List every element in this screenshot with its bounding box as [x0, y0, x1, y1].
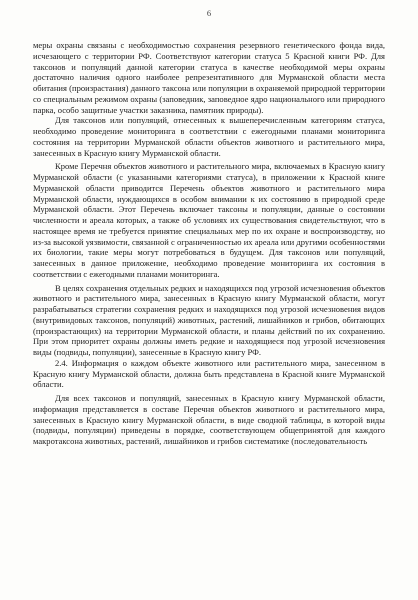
paragraph: 2.4. Информация о каждом объекте животного или растительного мира, занесенном в Красную книгу Мурманской области, должна быть представлена в Красной книге Мурманской области.	[33, 357, 385, 390]
paragraph: В целях сохранения отдельных редких и находящихся под угрозой исчезновения объектов животного и растительного мира, занесенных в Красную книгу Мурманской области, могут разрабатываться стратегии сохранения редких и находящихся под угрозой исчезновения видов (внутривидовых таксонов, популяций) животных, растений, лишайников и грибов, обитающих (произрастающих) на территории Мурманской области, и планы действий по их сохранению. При этом приоритет охраны должны иметь редкие и находящиеся под угрозой исчезновения виды (подвиды, популяции), занесенные в Красную книгу РФ.	[33, 282, 385, 357]
page-number: 6	[206, 8, 212, 18]
paragraph: меры охраны связаны с необходимостью сохранения резервного генетического фонда вида, исчезающего с территории РФ. Соответствуют категории статуса 5 Красной книги РФ. Для таксонов и популяций данной категории статуса в качестве необходимой меры охраны достаточно наличия одного наиболее репрезентативного для Мурманской области места обитания (произрастания) данного таксона или популяции в охраняемой природной территории со специальным режимом охраны (заповедник, заповедное ядро национального или природного парка, особо защитные участки заказника, памятник природы).	[33, 40, 385, 115]
paragraph: Для таксонов или популяций, отнесенных к вышеперечисленным категориям статуса, необходимо проведение мониторинга в соответствии с ежегодными планами мониторинга состояния на территории Мурманской области объектов животного и растительного мира, занесенных в Красную книгу Мурманской области.	[33, 115, 385, 158]
paragraph: Кроме Перечня объектов животного и растительного мира, включаемых в Красную книгу Мурманской области (с указанными категориями статуса), в приложении к Красной книге Мурманской области приводится Перечень объектов животного и растительного мира Мурманской области, нуждающихся в особом внимании к их состоянию в природной среде Мурманской области. Этот Перечень включает таксоны и популяции, данные о состоянии численности и ареала которых, а также об условиях их существования свидетельствуют, что в настоящее время не требуется принятие специальных мер по их охране и воспроизводству, но из-за высокой уязвимости, связанной с ограниченностью их ареала или другими особенностями их биологии, такие меры могут потребоваться в будущем. Для таксонов или популяций, занесенных в данное приложение, необходимо проведение мониторинга их состояния в соответствии с ежегодными планами мониторинга.	[33, 161, 385, 279]
paragraph: Для всех таксонов и популяций, занесенных в Красную книгу Мурманской области, информация представляется в составе Перечня объектов животного и растительного мира, занесенных в Красную книгу Мурманской области, в виде сводной таблицы, в которой виды (подвиды, популяции) приведены в порядке, соответствующем общепринятой для каждого макротаксона животных, растений, лишайников и грибов систематике (последовательность	[33, 393, 385, 446]
document-body	[33, 40, 385, 447]
